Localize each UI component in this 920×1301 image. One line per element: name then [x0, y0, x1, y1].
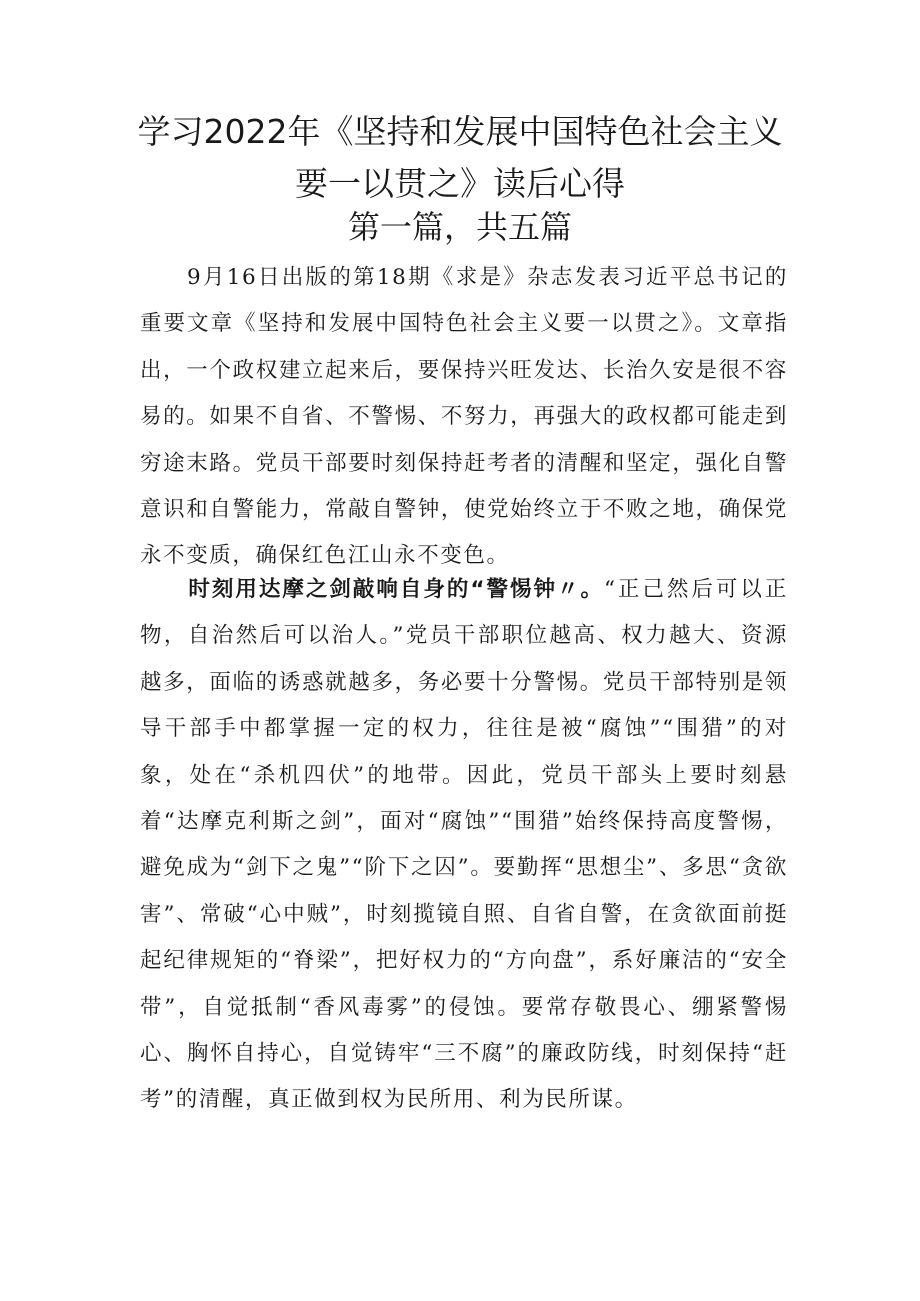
title-line-2: 要一以贯之》读后心得 [295, 164, 625, 203]
paragraph-2 [140, 567, 788, 1124]
title-line-1: 学习2022年《坚持和发展中国特色社会主义 [137, 112, 783, 151]
document-subtitle: 第一篇，共五篇 [347, 208, 572, 246]
paragraph-1 [140, 255, 788, 580]
paragraph-2-lead: 时刻用达摩之剑敲响自身的“警惕钟〃。 [187, 577, 604, 602]
document-title [130, 106, 790, 210]
paragraph-2-text: “正己然后可以正物，自治然后可以治人。”党员干部职位越高、权力越大、资源越多，面临的诱惑就越多，务必要十分警惕。党员干部特别是领导干部手中都掌握一定的权力，往往是被“腐蚀”“围猎”的对象，处在“杀机四伏”的地带。因此，党员干部头上要时刻悬着“达摩克利斯之剑”，面对“腐蚀”“围猎”始终保持高度警惕，避免成为“剑下之鬼”“阶下之囚”。要勤挥“思想尘”、多思“贪欲害”、常破“心中贼”，时刻揽镜自照、自省自警，在贪欲面前挺起纪律规矩的“脊梁”，把好权力的“方向盘”，系好廉洁的“安全带”，自觉抵制“香风毒雾”的侵蚀。要常存敬畏心、绷紧警惕心、胸怀自持心，自觉铸牢“三不腐”的廉政防线，时刻保持“赶考”的清醒，真正做到权为民所用、利为民所谋。 [140, 577, 788, 1113]
paragraph-1-text: 9月16日出版的第18期《求是》杂志发表习近平总书记的重要文章《坚持和发展中国特色社会主义要一以贯之》。文章指出，一个政权建立起来后，要保持兴旺发达、长治久安是很不容易的。如果不自省、不警惕、不努力，再强大的政权都可能走到穷途末路。党员干部要时刻保持赶考者的清醒和坚定，强化自警意识和自警能力，常敲自警钟，使党始终立于不败之地，确保党永不变质，确保红色江山永不变色。 [140, 265, 788, 569]
